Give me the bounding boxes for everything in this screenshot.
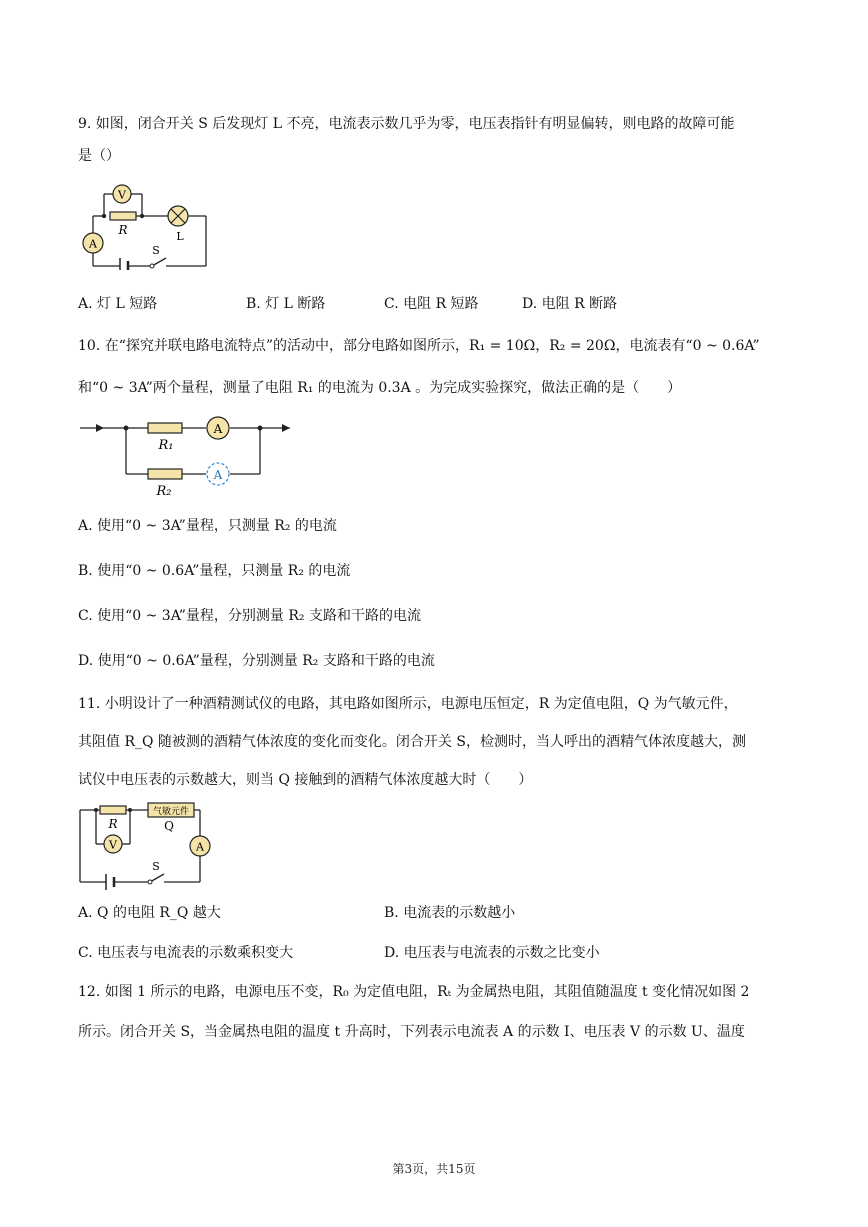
q9-option-d[interactable]: D. 电阻 R 断路 [522, 296, 618, 312]
q12-text-line1: 12. 如图 1 所示的电路，电源电压不变，R₀ 为定值电阻，Rₜ 为金属热电阻，其阻值随温度 t 变化情况如图 2 [78, 984, 750, 1000]
q11-switch-label: S [152, 860, 160, 873]
q11-voltmeter-label: V [109, 838, 117, 852]
q11-voltmeter-symbol [104, 835, 122, 853]
q10-ammeter2-symbol [207, 463, 229, 485]
q10-option-d[interactable]: D. 使用“0 ~ 0.6A”量程，分别测量 R₂ 支路和干路的电流 [78, 653, 435, 669]
q9-voltmeter-symbol [113, 185, 131, 203]
q9-ammeter-label: A [89, 237, 97, 251]
q10-r2-label: R₂ [156, 484, 172, 499]
q10-ammeter1-symbol [207, 417, 229, 439]
q11-sensor-label: Q [164, 819, 174, 833]
q10-text-line2: 和“0 ~ 3A”两个量程，测量了电阻 R₁ 的电流为 0.3A 。为完成实验探究，做法正确的是（ ） [78, 380, 682, 396]
q10-option-a[interactable]: A. 使用“0 ~ 3A”量程，只测量 R₂ 的电流 [78, 518, 337, 534]
q11-sensor-box [148, 803, 194, 817]
q10-ammeter2-label: A [213, 468, 223, 482]
q10-r2-symbol [148, 469, 182, 479]
q9-text-line2: 是（） [78, 148, 120, 164]
q11-circuit-diagram [76, 800, 216, 892]
q10-text-line1: 10. 在“探究并联电路电流特点”的活动中，部分电路如图所示，R₁ = 10Ω，R₂ = 20Ω，电流表有“0 ~ 0.6A” [78, 338, 760, 354]
q10-option-c[interactable]: C. 使用“0 ~ 3A”量程，分别测量 R₂ 支路和干路的电流 [78, 608, 421, 624]
q10-ammeter1-label: A [213, 422, 223, 436]
q11-option-d[interactable]: D. 电压表与电流表的示数之比变小 [384, 945, 600, 961]
q11-text-line2: 其阻值 R_Q 随被测的酒精气体浓度的变化而变化。闭合开关 S，检测时，当人呼出的酒精气体浓度越大，测 [78, 734, 746, 750]
q11-option-a[interactable]: A. Q 的电阻 R_Q 越大 [78, 905, 221, 921]
q11-resistor-symbol [100, 806, 126, 814]
q9-option-c[interactable]: C. 电阻 R 短路 [384, 296, 479, 312]
q9-switch-label: S [152, 244, 160, 257]
q11-text-line3: 试仪中电压表的示数越大，则当 Q 接触到的酒精气体浓度越大时（ ） [78, 772, 533, 788]
q11-ammeter-label: A [196, 840, 204, 854]
q9-lamp-label: L [176, 230, 184, 243]
q9-option-a[interactable]: A. 灯 L 短路 [78, 296, 158, 312]
q10-option-b[interactable]: B. 使用“0 ~ 0.6A”量程，只测量 R₂ 的电流 [78, 563, 351, 579]
q9-option-b[interactable]: B. 灯 L 断路 [246, 296, 326, 312]
q9-ammeter-symbol [83, 233, 103, 253]
q11-option-b[interactable]: B. 电流表的示数越小 [384, 905, 516, 921]
q9-resistor-symbol [110, 212, 136, 220]
q12-text-line2: 所示。闭合开关 S，当金属热电阻的温度 t 升高时，下列表示电流表 A 的示数 I、电压表 V 的示数 U、温度 [78, 1024, 745, 1040]
q10-circuit-diagram [76, 412, 300, 502]
q11-ammeter-symbol [190, 836, 210, 856]
q10-r1-symbol [148, 423, 182, 433]
q10-r1-label: R₁ [158, 438, 174, 453]
q9-circuit-diagram [76, 178, 216, 270]
q11-sensor-box-label: 气敏元件 [152, 807, 190, 817]
q11-option-c[interactable]: C. 电压表与电流表的示数乘积变大 [78, 945, 294, 961]
page-footer: 第3页，共15页 [392, 1162, 476, 1176]
q9-text-line1: 9. 如图，闭合开关 S 后发现灯 L 不亮，电流表示数几乎为零，电压表指针有明显偏转，则电路的故障可能 [78, 116, 735, 132]
q9-resistor-label: R [118, 223, 128, 237]
q11-text-line1: 11. 小明设计了一种酒精测试仪的电路，其电路如图所示，电源电压恒定，R 为定值电阻，Q 为气敏元件， [78, 696, 738, 712]
q9-voltmeter-label: V [118, 188, 126, 202]
q9-lamp-icon [168, 206, 188, 226]
q11-resistor-label: R [108, 817, 118, 831]
